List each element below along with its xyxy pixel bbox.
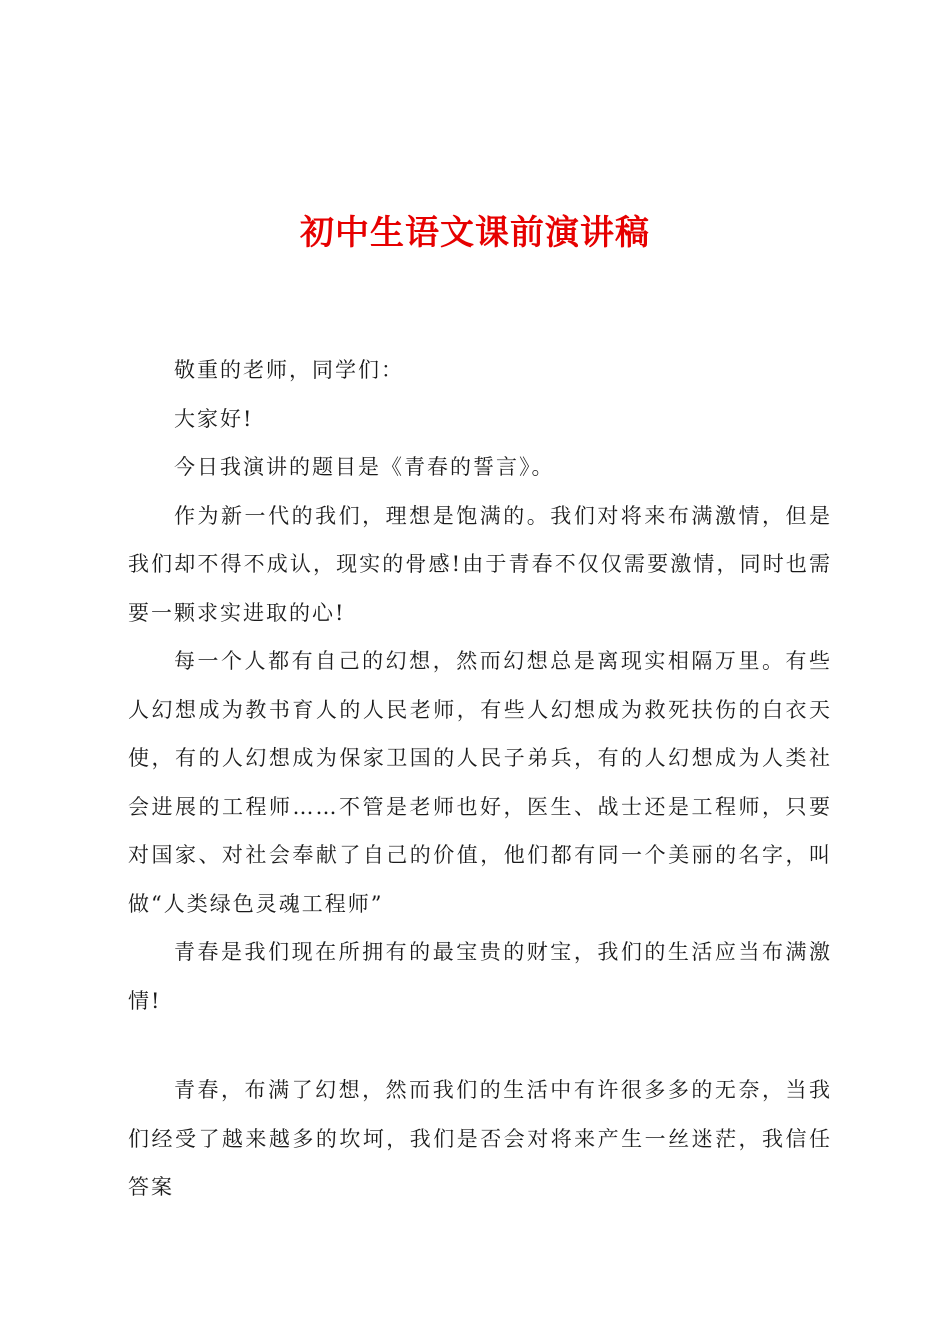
paragraph-youth-passion: 作为新一代的我们，理想是饱满的。我们对将来布满激情，但是我们却不得不成认，现实的骨感!由于青春不仅仅需要激情，同时也需要一颗求实进取的心! bbox=[128, 503, 832, 625]
paragraph-hello: 大家好! bbox=[174, 406, 254, 431]
paragraph-spacer bbox=[128, 1025, 832, 1066]
document-body bbox=[128, 346, 832, 1212]
paragraph-topic: 今日我演讲的题目是《青春的誓言》。 bbox=[174, 455, 555, 479]
paragraph-greeting: 敬重的老师，同学们： bbox=[174, 358, 404, 382]
paragraph-hardships: 青春，布满了幻想，然而我们的生活中有许很多多的无奈，当我们经受了越来越多的坎坷，我们是否会对将来产生一丝迷茫，我信任答案 bbox=[128, 1078, 832, 1199]
paragraph-treasure: 青春是我们现在所拥有的最宝贵的财宝，我们的生活应当布满激情! bbox=[128, 940, 832, 1013]
document-title: 初中生语文课前演讲稿 bbox=[300, 213, 650, 253]
paragraph-dreams: 每一个人都有自己的幻想，然而幻想总是离现实相隔万里。有些人幻想成为教书育人的人民老师，有些人幻想成为救死扶伤的白衣天使，有的人幻想成为保家卫国的人民子弟兵，有的人幻想成为人类社会进展的工程师……不管是老师也好，医生、战士还是工程师，只要对国家、对社会奉献了自己的价值，他们都有同一个美丽的名字，叫做“人类绿色灵魂工程师” bbox=[128, 649, 832, 916]
